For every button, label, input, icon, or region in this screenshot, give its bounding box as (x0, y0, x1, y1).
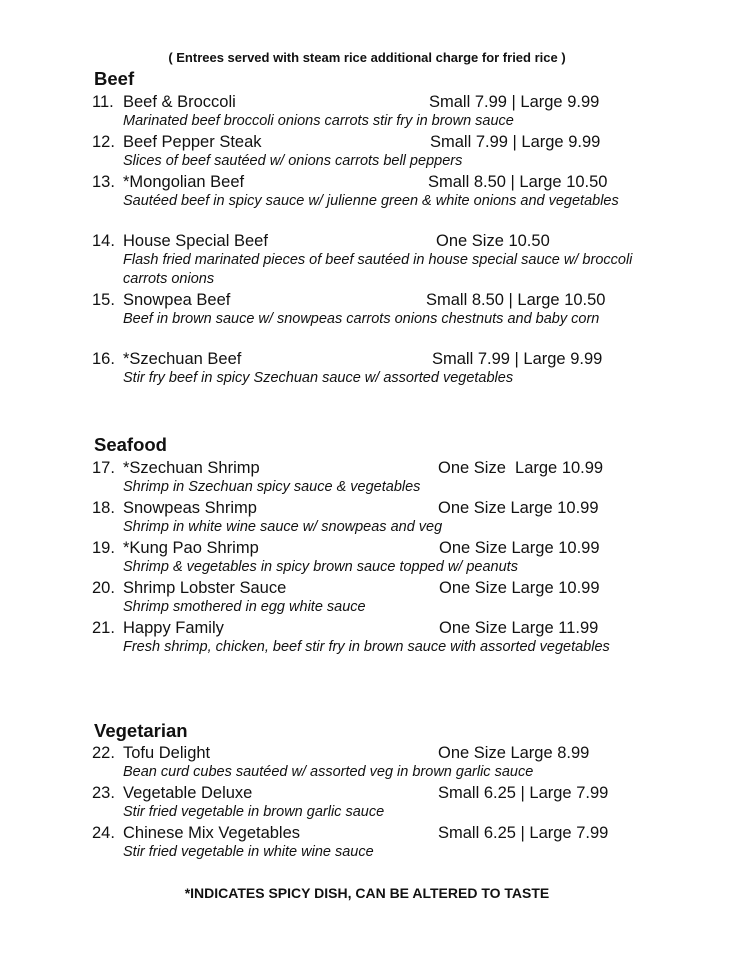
item-number: 11. (92, 93, 114, 111)
item-name: Tofu Delight (123, 744, 211, 762)
item-number: 14. (92, 232, 115, 250)
menu-item (92, 823, 732, 862)
item-price: One Size Large 10.99 (438, 499, 599, 517)
item-number: 24. (92, 824, 115, 842)
item-description: Shrimp in white wine sauce w/ snowpeas and veg (123, 519, 443, 535)
item-price: One Size Large 10.99 (439, 539, 600, 557)
item-price: One Size Large 10.99 (438, 459, 604, 477)
item-number: 22. (92, 744, 115, 762)
item-number: 21. (92, 619, 115, 637)
item-price: One Size 10.50 (436, 232, 550, 250)
menu-item (92, 538, 732, 577)
item-name: Snowpea Beef (123, 291, 231, 309)
item-name: Snowpeas Shrimp (123, 499, 257, 517)
item-number: 19. (92, 539, 115, 557)
item-description: Shrimp in Szechuan spicy sauce & vegetables (123, 479, 421, 495)
item-name: Beef Pepper Steak (123, 133, 262, 151)
menu-item (92, 172, 732, 211)
spicy-legend: *INDICATES SPICY DISH, CAN BE ALTERED TO TASTE (184, 885, 550, 901)
item-name: *Mongolian Beef (123, 173, 245, 191)
item-number: 23. (92, 784, 115, 802)
item-description: Bean curd cubes sautéed w/ assorted veg in brown garlic sauce (123, 764, 534, 780)
menu-item (92, 92, 732, 131)
item-price: Small 8.50 | Large 10.50 (426, 291, 606, 309)
menu-item (92, 743, 732, 782)
item-description: Stir fried vegetable in brown garlic sauce (123, 804, 385, 820)
item-price: Small 7.99 | Large 9.99 (430, 133, 601, 151)
item-description: Beef in brown sauce w/ snowpeas carrots onions chestnuts and baby corn (123, 311, 600, 327)
item-name: *Szechuan Shrimp (123, 459, 260, 477)
item-price: Small 7.99 | Large 9.99 (432, 350, 603, 368)
item-name: *Szechuan Beef (123, 350, 242, 368)
item-description: Sautéed beef in spicy sauce w/ julienne green & white onions and vegetables (123, 193, 619, 209)
menu-item (92, 783, 732, 822)
menu-item (92, 132, 732, 171)
item-price: Small 8.50 | Large 10.50 (428, 173, 608, 191)
item-name: Beef & Broccoli (123, 93, 236, 111)
item-price: Small 6.25 | Large 7.99 (438, 784, 609, 802)
item-number: 12. (92, 133, 115, 151)
item-description: Shrimp & vegetables in spicy brown sauce topped w/ peanuts (123, 559, 518, 575)
item-price: One Size Large 11.99 (439, 619, 599, 637)
item-number: 18. (92, 499, 115, 517)
item-number: 15. (92, 291, 115, 309)
item-number: 17. (92, 459, 115, 477)
item-price: Small 6.25 | Large 7.99 (438, 824, 609, 842)
menu-item (92, 458, 732, 497)
item-price: One Size Large 10.99 (439, 579, 600, 597)
item-description: Marinated beef broccoli onions carrots stir fry in brown sauce (123, 113, 514, 129)
item-description: Shrimp smothered in egg white sauce (123, 599, 366, 615)
menu-item (92, 290, 732, 329)
menu-item (92, 349, 732, 388)
item-name: Vegetable Deluxe (123, 784, 253, 802)
item-description: Stir fried vegetable in white wine sauce (123, 844, 374, 860)
item-price: One Size Large 8.99 (438, 744, 590, 762)
item-name: Happy Family (123, 619, 224, 637)
section-title-seafood: Seafood (94, 434, 167, 455)
item-name: Chinese Mix Vegetables (123, 824, 301, 842)
menu-item (92, 231, 732, 289)
rice-note: ( Entrees served with steam rice additional charge for fried rice ) (168, 50, 566, 65)
menu-item (92, 498, 732, 537)
item-description: Slices of beef sautéed w/ onions carrots bell peppers (123, 153, 463, 169)
item-description: Stir fry beef in spicy Szechuan sauce w/ assorted vegetables (123, 370, 514, 386)
item-description: Flash fried marinated pieces of beef sautéed in house special sauce w/ broccoli carrots onions (123, 252, 633, 287)
section-title-vegetarian: Vegetarian (94, 720, 188, 741)
item-number: 20. (92, 579, 115, 597)
item-name: Shrimp Lobster Sauce (123, 579, 287, 597)
item-price: Small 7.99 | Large 9.99 (429, 93, 600, 111)
item-number: 16. (92, 350, 115, 368)
item-description: Fresh shrimp, chicken, beef stir fry in brown sauce with assorted vegetables (123, 639, 610, 655)
section-title-beef: Beef (94, 68, 135, 89)
item-number: 13. (92, 173, 115, 191)
menu-item (92, 578, 732, 617)
item-name: House Special Beef (123, 232, 268, 250)
menu-item (92, 618, 732, 657)
item-name: *Kung Pao Shrimp (123, 539, 259, 557)
